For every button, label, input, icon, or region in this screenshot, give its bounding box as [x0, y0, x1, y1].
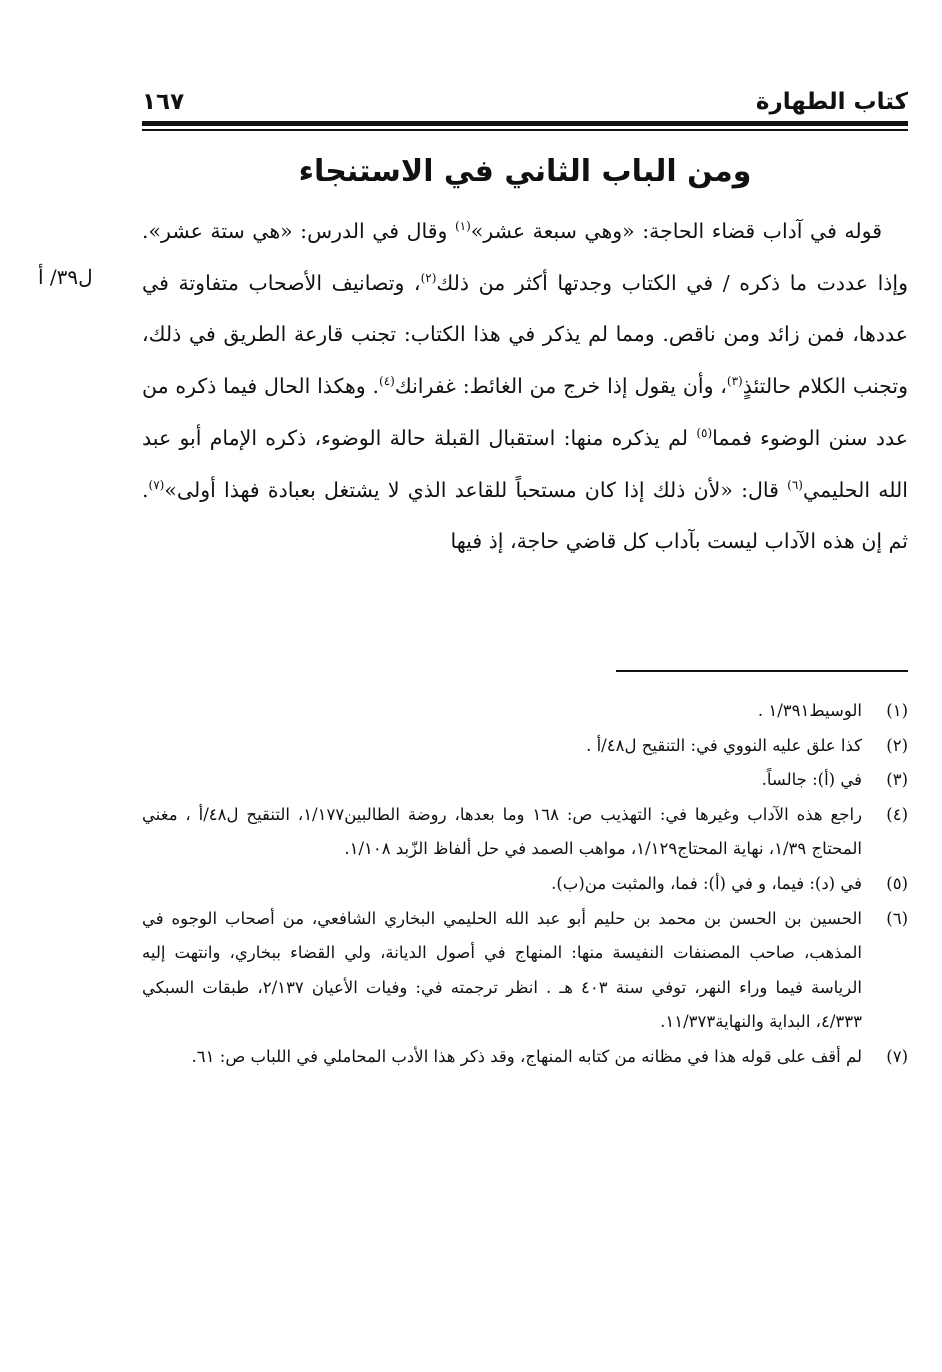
footnote-number: (٤)	[886, 804, 908, 824]
header-rule-thick	[142, 121, 908, 126]
footnote-number: (١)	[886, 701, 908, 720]
footnote-item	[142, 902, 908, 1040]
main-text	[142, 206, 908, 568]
footnote-text: في (د): فيما، و في (أ): فما، والمثبت من(ب).	[551, 873, 862, 893]
footnote-ref-1: (١)	[454, 219, 471, 234]
text-segment: قوله في آداب قضاء الحاجة: «وهي سبعة عشر»	[470, 219, 882, 243]
text-segment: . وهكذا الحال فيما ذكره من عدد سنن الوضوء فمما	[142, 374, 908, 450]
footnote-number: (٣)	[886, 770, 908, 790]
page-header	[142, 86, 908, 118]
footnote-text: في (أ): جالساً.	[761, 770, 862, 790]
footnote-separator	[616, 670, 908, 672]
footnote-number: (٢)	[886, 735, 908, 755]
footnote-text: الحسين بن الحسن بن محمد بن حليم أبو عبد الله الحليمي البخاري الشافعي، من أصحاب الوجوه في المذهب، صاحب المصنفات النفيسة منها: المنهاج في أصول الديانة، ولي القضاء ببخاري، وانتهت إليه الرياسة فيما وراء النهر، توفي سنة ٤٠٣ هـ . انظر ترجمته في: وفيات الأعيان ٢/١٣٧، طبقات السبكي ٤/٣٣٣، البداية والنهاية١١/٣٧٣.	[142, 908, 862, 1032]
header-rule-thin	[142, 129, 908, 131]
footnote-text: كذا علق عليه النووي في: التنقيح ل٤٨/أ .	[586, 735, 862, 755]
main-paragraph	[142, 206, 908, 568]
footnote-ref-2: (٢)	[420, 270, 437, 285]
footnote-item	[142, 867, 908, 902]
text-segment: قال: «لأن ذلك إذا كان مستحباً للقاعد الذي لا يشتغل بعبادة فهذا أولى»	[164, 477, 788, 502]
footnote-item	[142, 694, 908, 729]
text-segment: وقال في الدرس: «هي ستة عشر». وإذا عددت ما ذكره / في الكتاب وجدتها أكثر من ذلك	[142, 219, 908, 295]
footnote-number: (٧)	[886, 1046, 908, 1066]
footnote-item	[142, 1040, 908, 1075]
text-segment: . ثم إن هذه الآداب ليست بآداب كل قاضي حاجة، إذ فيها	[142, 477, 908, 554]
footnote-ref-5: (٥)	[696, 425, 713, 440]
footnote-ref-6: (٦)	[787, 477, 803, 492]
footnote-text: راجع هذه الآداب وغيرها في: التهذيب ص: ١٦٨ وما بعدها، روضة الطالبين١/١٧٧، التنقيح ل٤٨/أ ، مغني المحتاج ١/٣٩، نهاية المحتاج١/١٢٩، مواهب الصمد في حل ألفاظ الزّبد ١/١٠٨.	[142, 804, 862, 859]
footnote-text: لم أقف على قوله هذا في مظانه من كتابه المنهاج، وقد ذكر هذا الأدب المحاملي في اللباب ص: ٦١.	[191, 1046, 862, 1066]
footnote-number: (٦)	[886, 908, 908, 928]
footnote-ref-3: (٣)	[726, 374, 743, 389]
footnote-ref-4: (٤)	[379, 374, 395, 389]
text-segment: لم يذكره منها: استقبال القبلة حالة الوضوء، ذكره الإمام أبو عبد الله الحليمي	[142, 425, 908, 502]
footnote-ref-7: (٧)	[148, 477, 165, 492]
footnotes	[142, 694, 908, 1075]
footnote-item	[142, 763, 908, 798]
footnote-item	[142, 729, 908, 764]
footnote-number: (٥)	[886, 873, 908, 893]
page-number: ١٦٧	[142, 89, 185, 115]
running-title: كتاب الطهارة	[755, 89, 908, 115]
text-segment: ، وتصانيف الأصحاب متفاوتة في عددها، فمن زائد ومن ناقص. ومما لم يذكر في هذا الكتاب: تجنب قارعة الطريق في ذلك، وتجنب الكلام حالتئذٍ	[142, 270, 908, 399]
footnote-text: الوسيط١/٣٩١ .	[757, 701, 862, 720]
footnote-item	[142, 798, 908, 867]
chapter-heading: ومن الباب الثاني في الاستنجاء	[298, 154, 752, 189]
manuscript-folio-marker: ل٣٩/ أ	[38, 265, 93, 289]
text-segment: ، وأن يقول إذا خرج من الغائط: غفرانك	[394, 374, 727, 399]
